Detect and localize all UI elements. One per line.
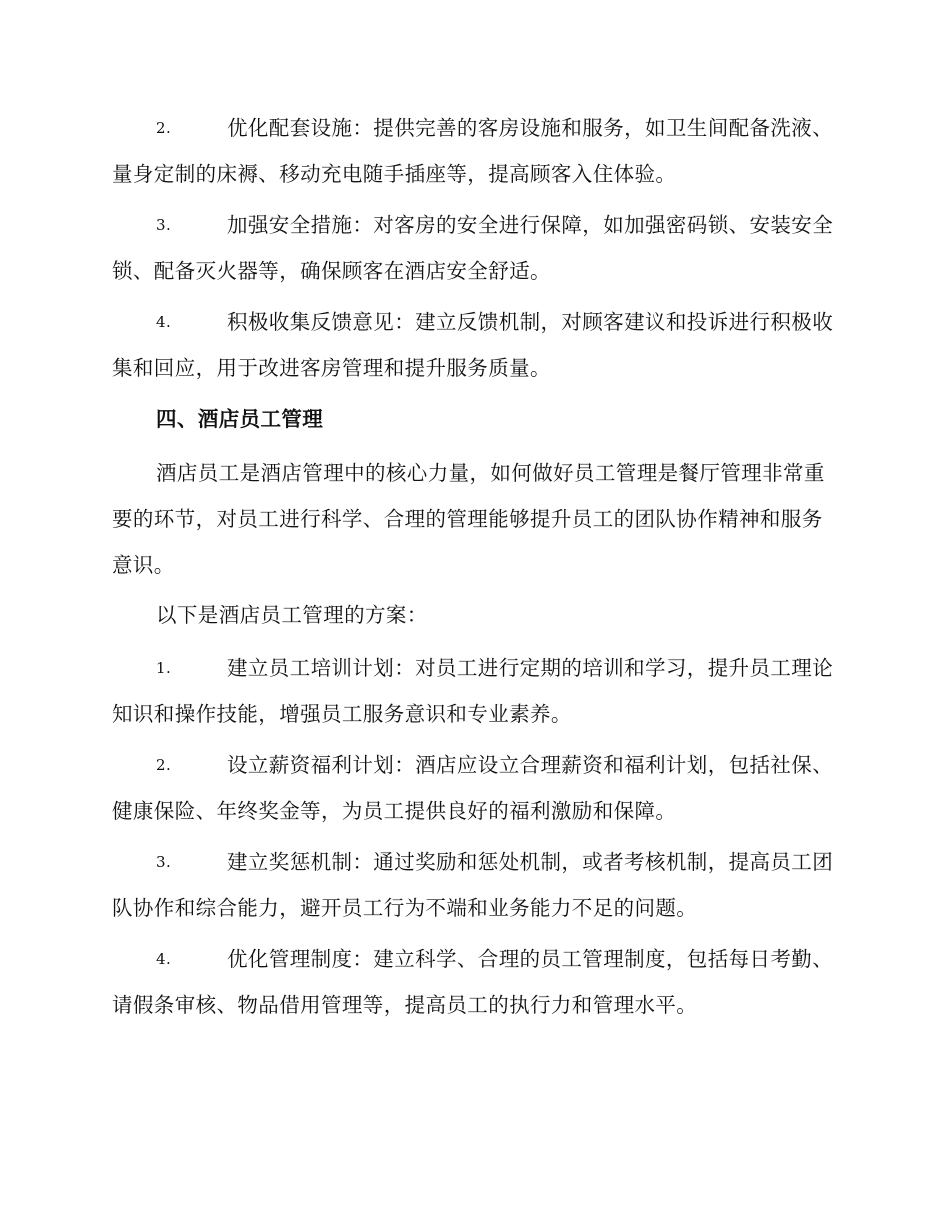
section-heading: 四、酒店员工管理 <box>156 407 324 431</box>
list-number: 4. <box>156 950 172 968</box>
list-item <box>112 299 834 391</box>
list-item <box>112 645 834 737</box>
list-item <box>112 839 834 931</box>
list-number: 4. <box>156 313 172 331</box>
list-text: 优化管理制度：建立科学、合理的员工管理制度，包括每日考勤、请假条审核、物品借用管理等，提高员工的执行力和管理水平。 <box>112 947 834 1017</box>
list-item <box>112 105 834 197</box>
list-item <box>112 742 834 834</box>
list-text: 建立奖惩机制：通过奖励和惩处机制，或者考核机制，提高员工团队协作和综合能力，避开员工行为不端和业务能力不足的问题。 <box>112 850 834 920</box>
list-number: 3. <box>156 216 172 234</box>
list-text: 加强安全措施：对客房的安全进行保障，如加强密码锁、安装安全锁、配备灭火器等，确保顾客在酒店安全舒适。 <box>112 213 834 283</box>
list-number: 3. <box>156 853 172 871</box>
list-number: 2. <box>156 756 172 774</box>
plan-intro: 以下是酒店员工管理的方案： <box>156 603 428 627</box>
list-number: 2. <box>156 119 172 137</box>
list-text: 积极收集反馈意见：建立反馈机制，对顾客建议和投诉进行积极收集和回应，用于改进客房管理和提升服务质量。 <box>112 310 834 380</box>
list-item <box>112 936 834 1028</box>
list-text: 建立员工培训计划：对员工进行定期的培训和学习，提升员工理论知识和操作技能，增强员工服务意识和专业素养。 <box>112 656 834 726</box>
list-text: 设立薪资福利计划：酒店应设立合理薪资和福利计划，包括社保、健康保险、年终奖金等，为员工提供良好的福利激励和保障。 <box>112 753 834 823</box>
list-number: 1. <box>156 659 172 677</box>
list-text: 优化配套设施：提供完善的客房设施和服务，如卫生间配备洗液、量身定制的床褥、移动充电随手插座等，提高顾客入住体验。 <box>112 116 834 186</box>
intro-paragraph: 酒店员工是酒店管理中的核心力量，如何做好员工管理是餐厅管理非常重要的环节，对员工进行科学、合理的管理能够提升员工的团队协作精神和服务意识。 <box>112 461 825 577</box>
list-item <box>112 202 834 294</box>
